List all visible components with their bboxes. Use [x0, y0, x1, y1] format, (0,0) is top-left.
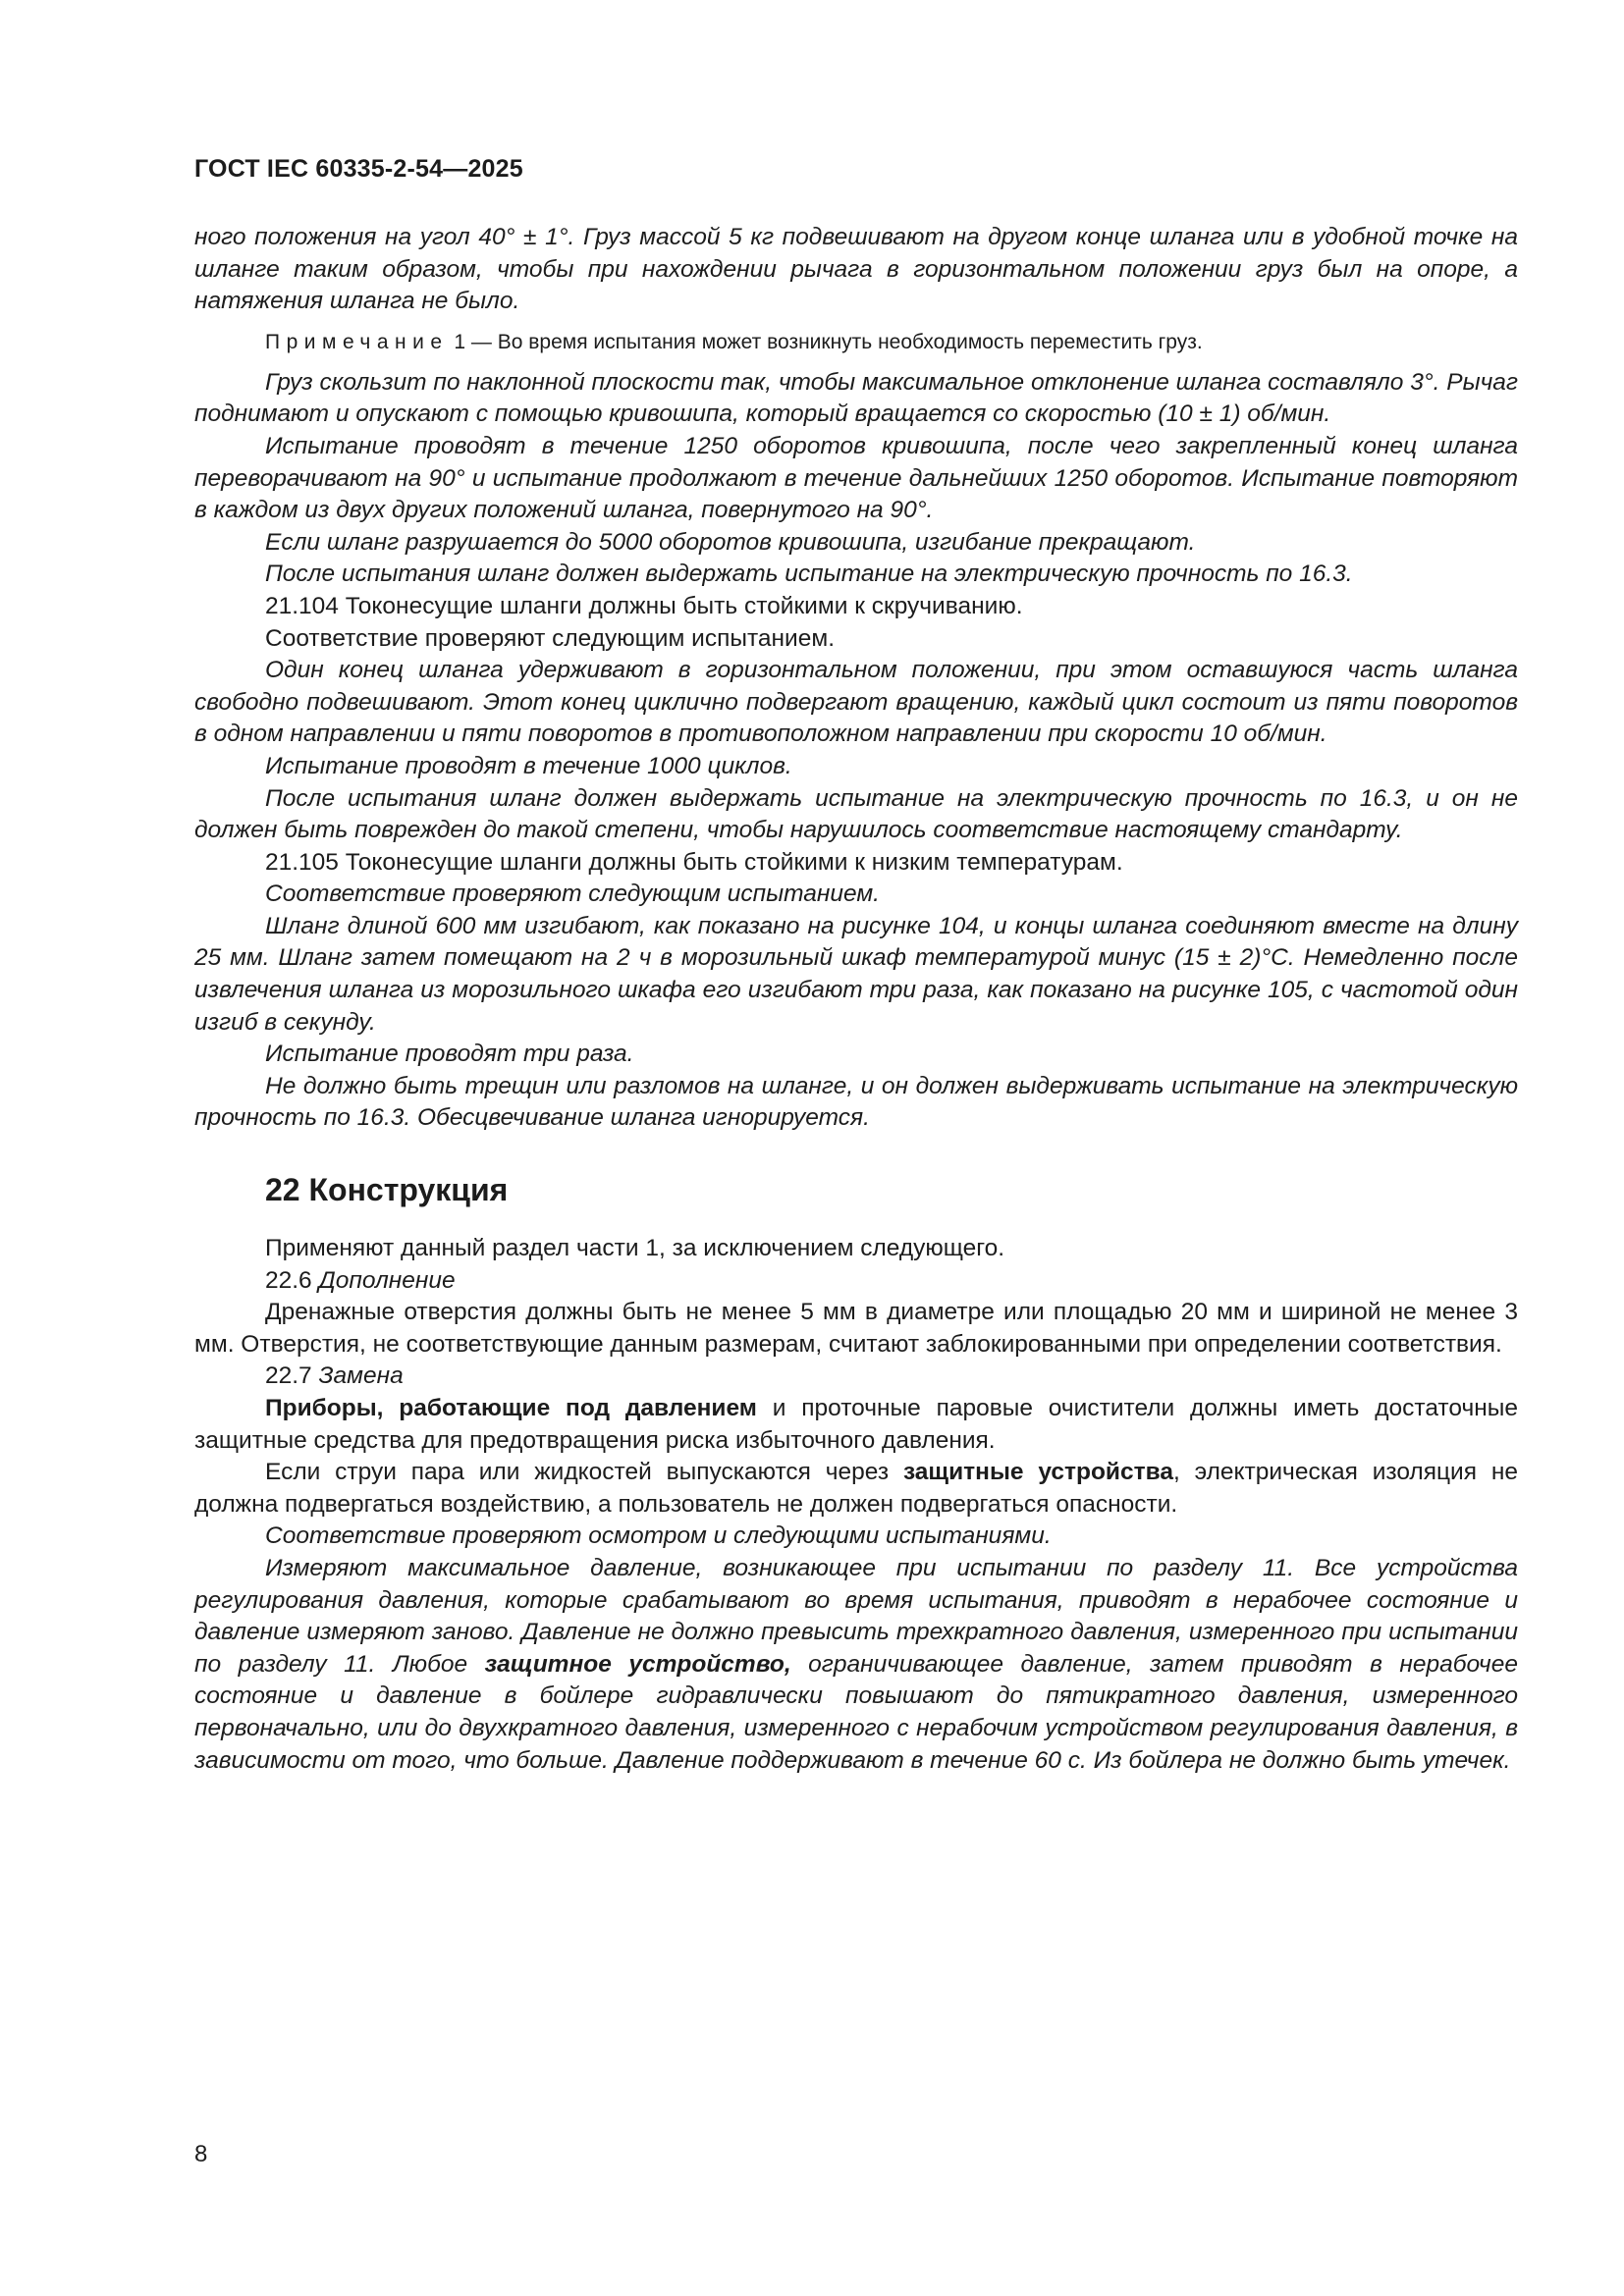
- clause-21-105: 21.105 Токонесущие шланги должны быть стойкими к низким температурам.: [265, 848, 1123, 876]
- paragraph: Не должно быть трещин или разломов на шланге, и он должен выдерживать испытание на электрическую прочность по 16.3. Обесцвечивание шланга игнорируется.: [194, 1072, 1518, 1132]
- paragraph: Дренажные отверстия должны быть не менее 5 мм в диаметре или площадью 20 мм и шириной не менее 3 мм. Отверстия, не соответствующие данным размерам, считают заблокированными при определении соответствия.: [194, 1299, 1518, 1358]
- paragraph: Применяют данный раздел части 1, за исключением следующего.: [265, 1235, 1005, 1262]
- paragraph: После испытания шланг должен выдержать испытание на электрическую прочность по 16.3, и он не должен быть поврежден до такой степени, чтобы нарушилось соответствие настоящему стандарту.: [194, 784, 1518, 844]
- paragraph-text: , электрическая изоляция не должна подвергаться воздействию, а пользователь не должен подвергаться опасности.: [194, 1459, 1518, 1518]
- paragraph: Испытание проводят в течение 1000 циклов.: [265, 752, 792, 779]
- paragraph: Испытание проводят в течение 1250 оборотов кривошипа, после чего закрепленный конец шланга переворачивают на 90° и испытание продолжают в течение дальнейших 1250 оборотов. Испытание повторяют в каждом из двух других положений шланга, повернутого на 90°.: [194, 432, 1518, 524]
- clause-number: 22.7: [265, 1362, 319, 1390]
- clause-22-6: [194, 1265, 1518, 1298]
- paragraph: [194, 1553, 1518, 1777]
- paragraph: Шланг длиной 600 мм изгибают, как показано на рисунке 104, и концы шланга соединяют вместе на длину 25 мм. Шланг затем помещают на 2 ч в морозильный шкаф температурой минус (15 ± 2)°С. Немедленно после извлечения шланга из морозильного шкафа его изгибают три раза, как показано на рисунке 105, с частотой один изгиб в секунду.: [194, 912, 1518, 1036]
- section-title: 22 Конструкция: [265, 1172, 509, 1208]
- paragraph: Соответствие проверяют следующим испытанием.: [265, 624, 836, 652]
- clause-22-7: [194, 1361, 1518, 1393]
- paragraph: Соответствие проверяют следующим испытанием.: [265, 881, 880, 908]
- paragraph-text: и проточные паровые очистители должны иметь достаточные защитные средства для предотвращения риска избыточного давления.: [194, 1395, 1518, 1454]
- page-number: 8: [194, 2141, 208, 2167]
- paragraph-text: Измеряют максимальное давление, возникающее при испытании по разделу 11. Все устройства регулирования давления, которые срабатывают во время испытания, приводят в нерабочее состояние и давление измеряют заново. Давление не должно превысить трехкратного давления, измеренного при испытании по разделу 11. Любое: [194, 1554, 1518, 1678]
- paragraph: ного положения на угол 40° ± 1°. Груз массой 5 кг подвешивают на другом конце шланга или в удобной точке на шланге таким образом, чтобы при нахождении рычага в горизонтальном положении груз был на опоре, а натяжения шланга не было.: [194, 224, 1518, 315]
- clause-number: 22.6: [265, 1266, 319, 1294]
- paragraph: Один конец шланга удерживают в горизонтальном положении, при этом оставшуюся часть шланга свободно подвешивают. Этот конец циклично подвергают вращению, каждый цикл состоит из пяти поворотов в одном направлении и пяти поворотов в противоположном направлении при скорости 10 об/мин.: [194, 657, 1518, 748]
- defined-term: Приборы, работающие под давлением: [265, 1395, 757, 1421]
- note: [194, 328, 1518, 357]
- clause-21-104: 21.104 Токонесущие шланги должны быть стойкими к скручиванию.: [265, 592, 1023, 619]
- paragraph-text: Если струи пара или жидкостей выпускаются через: [265, 1459, 903, 1486]
- paragraph-text: ограничивающее давление, затем приводят в нерабочее состояние и давление в бойлере гидравлически повышают до пятикратного давления, измеренного первоначально, или до двухкратного давления, измеренного с нерабочим устройством регулирования давления, в зависимости от того, что больше. Давление поддерживают в течение 60 с. Из бойлера не должно быть утечек.: [194, 1650, 1518, 1774]
- paragraph: [194, 1457, 1518, 1521]
- defined-term: защитное устройство,: [484, 1650, 791, 1678]
- paragraph: Испытание проводят три раза.: [265, 1041, 634, 1068]
- note-label: Примечание: [265, 330, 449, 353]
- paragraph: [194, 1393, 1518, 1457]
- page-content: [194, 222, 1518, 1777]
- note-text: 1 — Во время испытания может возникнуть необходимость переместить груз.: [448, 330, 1203, 353]
- paragraph: Если шланг разрушается до 5000 оборотов кривошипа, изгибание прекращают.: [265, 528, 1196, 556]
- document-number-header: ГОСТ IEC 60335-2-54—2025: [194, 155, 523, 183]
- paragraph: После испытания шланг должен выдержать испытание на электрическую прочность по 16.3.: [265, 561, 1353, 588]
- paragraph: Груз скользит по наклонной плоскости так, чтобы максимальное отклонение шланга составляло 3°. Рычаг поднимают и опускают с помощью кривошипа, который вращается со скоростью (10 ± 1) об/мин.: [194, 368, 1518, 428]
- paragraph: Соответствие проверяют осмотром и следующими испытаниями.: [265, 1522, 1052, 1550]
- clause-type: Дополнение: [318, 1266, 456, 1294]
- clause-type: Замена: [318, 1362, 404, 1390]
- defined-term: защитные устройства: [902, 1459, 1173, 1486]
